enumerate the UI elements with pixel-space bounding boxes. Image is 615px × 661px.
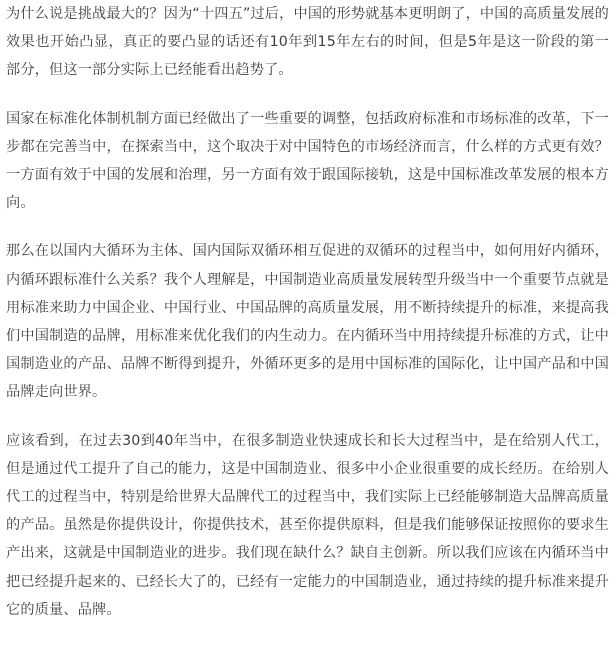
paragraph-standardization-reform: 国家在标准化体制机制方面已经做出了一些重要的调整，包括政府标准和市场标准的改革，下一步都在完善当中，在探索当中，这个取决于对中国特色的市场经济而言，什么样的方式更有效？一方面有效于中国的发展和治理，另一方面有效于跟国际接轨，这是中国标准改革发展的根本方向。: [6, 110, 609, 212]
paragraph-oem-experience: 应该看到，在过去30到40年当中，在很多制造业快速成长和长大过程当中，是在给别人代工，但是通过代工提升了自己的能力，这是中国制造业、很多中小企业很重要的成长经历。在给别人代工的过程当中，特别是给世界大品牌代工的过程当中，我们实际上已经能够制造大品牌高质量的产品。虽然是你提供设计，你提供技术，甚至你提供原料，但是我们能够保证按照你的要求生产出来，这就是中国制造业的进步。我们现在缺什么？缺自主创新。所以我们应该在内循环当中把已经提升起来的、已经长大了的，已经有一定能力的中国制造业，通过持续的提升标准来提升它的质量、品牌。: [6, 432, 609, 618]
paragraph-challenge: 为什么说是挑战最大的？因为“十四五”过后，中国的形势就基本更明朗了，中国的高质量发展的效果也开始凸显，真正的要凸显的话还有10年到15年左右的时间，但是5年是这一阶段的第一部分，但这一部分实际上已经能看出趋势了。: [6, 6, 609, 79]
paragraph-dual-circulation: 那么在以国内大循环为主体、国内国际双循环相互促进的双循环的过程当中，如何用好内循环，内循环跟标准什么关系？我个人理解是，中国制造业高质量发展转型升级当中一个重要节点就是用标准来助力中国企业、中国行业、中国品牌的高质量发展，用不断持续提升的标准，来提高我们中国制造的品牌，用标准来优化我们的内生动力。在内循环当中用持续提升标准的方式，让中国制造业的产品、品牌不断得到提升，外循环更多的是用中国标准的国际化，让中国产品和中国品牌走向世界。: [6, 243, 609, 401]
article-body: [6, 0, 609, 624]
